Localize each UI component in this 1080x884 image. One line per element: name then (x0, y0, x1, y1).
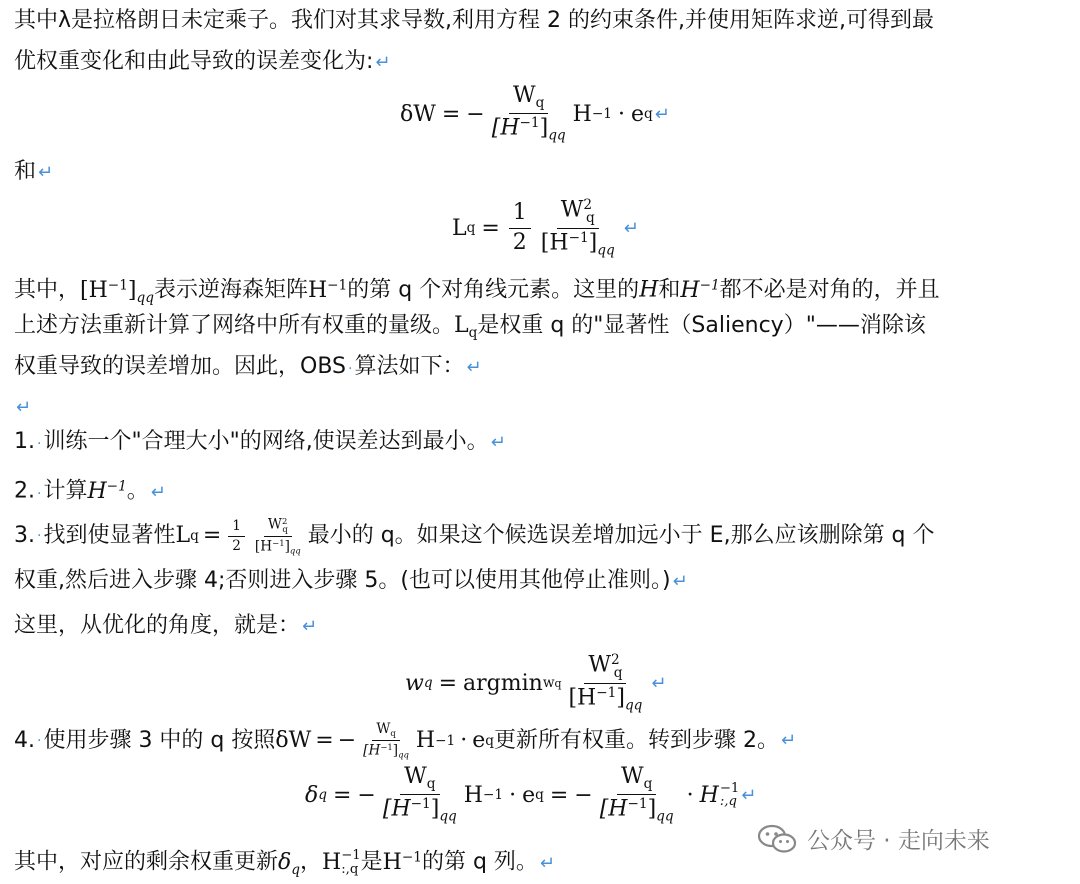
paragraph-line: 其中，对应的剩余权重更新$\delta_q$，H −1 :,q 是$H^{-1}$的第 q 列。 ↵ (14, 848, 555, 878)
paragraph-line: 其中，$[H^{-1}]_{qq}$表示逆海森矩阵$H^{-1}$的第 q 个对角线元素。这里的H和$H^{-1}$都不必是对角的，并且 (14, 277, 940, 306)
return-mark-icon: ↵ (780, 730, 797, 752)
paragraph-line: 其中λ是拉格朗日未定乘子。我们对其求导数,利用方程 2 的约束条件,并使用矩阵求逆,可得到最 (14, 8, 934, 33)
return-mark-icon: ↵ (490, 432, 506, 453)
return-mark-icon: ↵ (38, 162, 54, 183)
equation-argmin: w q = argmin wq $\frac{W^2_q}{[H^{-1}]_{qq}}$ ↵ (405, 652, 667, 713)
equation-delta-w: δW = − $\frac{W_q}{[H^{-1}]_{qq}}$ H −1 · e q ↵ (400, 83, 670, 144)
return-mark-icon: ↵ (302, 616, 318, 637)
return-mark-icon: ↵ (150, 481, 166, 503)
return-mark-icon: ↵ (375, 52, 391, 73)
wechat-icon (757, 824, 797, 854)
math-inline: L q = $\frac{1}{2}$ $\frac{W^2_q}{[H^{-1}]_{qq}}$ (175, 516, 301, 556)
watermark-text: 公众号 · 走向未来 (807, 828, 990, 854)
return-mark-icon: ↵ (651, 672, 667, 694)
return-mark-icon: ↵ (654, 103, 670, 125)
step-4: 4. · 使用步骤 3 中的 q 按照 δW = − $\frac{W_q}{[H^{-1}]_{qq}}$ H −1 · e q 更新所有权重。转到步骤 2。 ↵ (14, 721, 797, 760)
paragraph-line: 优权重变化和由此导致的误差变化为: ↵ (14, 49, 391, 74)
math-inline: δW = − $\frac{W_q}{[H^{-1}]_{qq}}$ H −1 · e q (275, 721, 494, 760)
empty-line (14, 392, 31, 423)
step-3: 3. · 找到使显著性 L q = $\frac{1}{2}$ $\frac{W^2_q}{[H^{-1}]_{qq}}$ 最小的 q。如果这个候选误差增加远小于 E,那么应该删除第 q 个 (14, 516, 935, 556)
step-2: 2. ·计算$H^{-1}$。 ↵ (14, 478, 166, 504)
return-mark-icon: ↵ (672, 571, 688, 592)
return-mark-icon: ↵ (623, 217, 639, 239)
fraction: $\frac{W^2_q}{[H^{-1}]_{qq}}$ (540, 197, 615, 258)
math-inline: $[H^{-1}]_{qq}$ (80, 277, 154, 306)
equation-saliency: L q = $\frac{1}{2}$ $\frac{W^2_q}{[H^{-1}]_{qq}}$ ↵ (452, 197, 639, 258)
return-mark-icon: ↵ (539, 852, 555, 874)
paragraph-line: 权重导致的误差增加。因此，OBS ·算法如下： ↵ (14, 354, 482, 379)
paragraph-line: 上述方法重新计算了网络中所有权重的量级。$L_q$是权重 q 的"显著性（Saliency）"——消除该 (14, 313, 926, 341)
space-mark-icon: · (37, 733, 42, 750)
fraction: $\frac{W_q}{[H^{-1}]_{qq}}$ (599, 764, 674, 825)
paragraph-line: 和 ↵ (14, 159, 54, 184)
equation-delta-q: δ q = − $\frac{W_q}{[H^{-1}]_{qq}}$ H −1 · e q = − $\frac{W_q}{[H^{-1}]_{qq}}$ · H −1 :,q ↵ (305, 764, 757, 825)
space-mark-icon: · (37, 485, 42, 502)
space-mark-icon: · (348, 361, 353, 377)
fraction: $\frac{W_q}{[H^{-1}]_{qq}}$ (491, 83, 566, 144)
fraction: $\frac{1}{2}$ (509, 201, 531, 254)
watermark (757, 822, 990, 855)
return-mark-icon: ↵ (741, 784, 757, 806)
space-mark-icon: · (37, 528, 42, 545)
return-mark-icon: ↵ (16, 397, 32, 418)
space-mark-icon: · (37, 436, 42, 452)
return-mark-icon: ↵ (466, 357, 482, 378)
fraction: $\frac{W^2_q}{[H^{-1}]_{qq}}$ (568, 652, 643, 713)
step-1: 1. ·训练一个"合理大小"的网络,使误差达到最小。 ↵ (14, 429, 506, 454)
step-3-cont: 权重,然后进入步骤 4;否则进入步骤 5。(也可以使用其他停止准则。) ↵ (14, 568, 688, 593)
paragraph-line: 这里，从优化的角度，就是： ↵ (14, 613, 318, 638)
fraction: $\frac{W_q}{[H^{-1}]_{qq}}$ (382, 764, 457, 825)
